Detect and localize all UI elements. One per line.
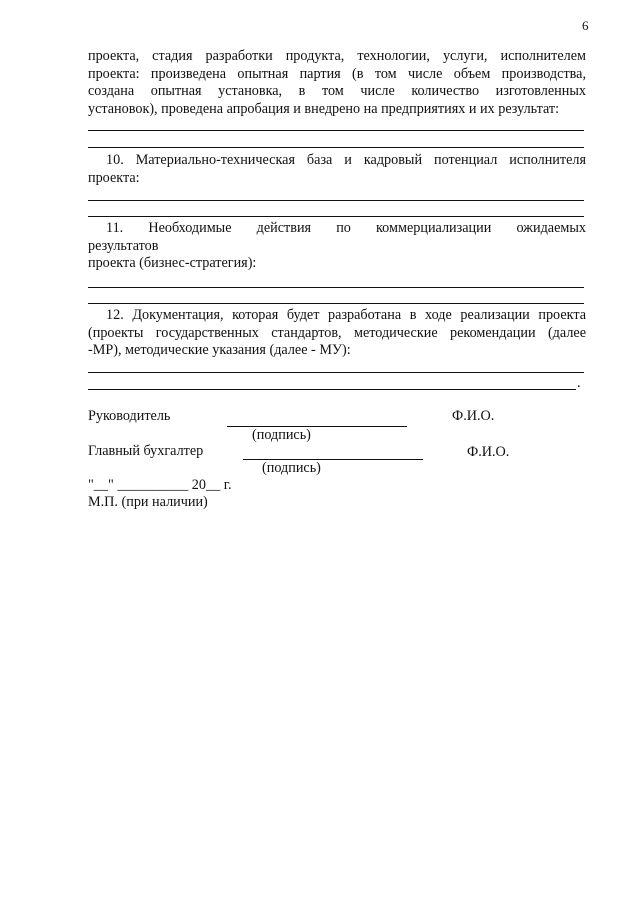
end-mark: . [577,375,581,391]
fill-in-line [88,303,584,304]
section-11-line: проекта (бизнес-стратегия): [88,255,257,272]
accountant-signature-caption: (подпись) [262,460,321,476]
accountant-fio: Ф.И.О. [467,444,510,460]
paragraph-line: проекта, стадия разработки продукта, технологии, услуги, исполнителем [88,48,586,64]
section-12-line: -МР), методические указания (далее - МУ): [88,342,351,359]
fill-in-line [88,216,584,217]
stamp-note: М.П. (при наличии) [88,494,208,510]
paragraph-project-stage [88,48,586,118]
page-number: 6 [582,18,589,33]
fill-in-line [88,147,584,148]
accountant-label: Главный бухгалтер [88,443,204,459]
paragraph-line: установок), проведена апробация и внедрено на предприятиях и их результат: [88,100,560,117]
paragraph-line: проекта: произведена опытная партия (в том числе объем производства, [88,65,586,82]
section-10 [88,152,586,187]
fill-in-line [88,130,584,131]
fill-in-line [88,389,576,390]
section-11 [88,220,586,273]
section-11-line: результатов [88,237,159,254]
fill-in-line [88,200,584,201]
section-10-heading: 10. Материально-техническая база и кадровый потенциал исполнителя [106,152,586,168]
section-12-heading: 12. Документация, которая будет разработана в ходе реализации проекта [106,307,586,323]
fill-in-line [88,372,584,373]
section-12-line: (проекты государственных стандартов, методические рекомендации (далее [88,324,586,341]
head-signature-caption: (подпись) [252,427,311,443]
section-12 [88,307,586,360]
paragraph-line: создана опытная установка, в том числе количество изготовленных [88,83,586,100]
section-10-line: проекта: [88,169,140,186]
fill-in-line [88,287,584,288]
head-fio: Ф.И.О. [452,408,495,424]
date-line: "__" __________ 20__ г. [88,477,232,493]
head-label: Руководитель [88,408,171,424]
section-11-heading: 11. Необходимые действия по коммерциализации ожидаемых [106,220,586,236]
